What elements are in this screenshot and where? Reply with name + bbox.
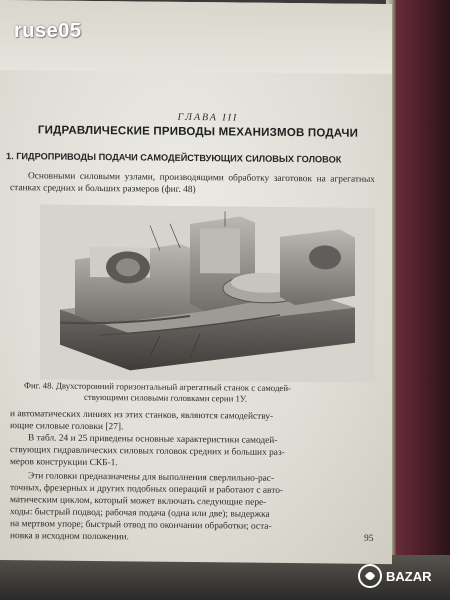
figure-caption xyxy=(24,380,374,406)
site-logo: ruse05 xyxy=(14,20,82,42)
body-line: матическим циклом, который может включать следующие пере- xyxy=(10,495,267,508)
body-line: ходы: быстрый подвод; рабочая подача (одна или две); выдержка xyxy=(10,507,270,520)
chapter-label: ГЛАВА III xyxy=(177,111,239,124)
body-line: ющие силовые головки [27]. xyxy=(10,421,124,433)
caption-line-1: Фиг. 48. Двухсторонний горизонтальный агрегатный станок с самодей- xyxy=(24,380,291,394)
body-line: Эти головки предназначены для выполнения сверлильно-рас- xyxy=(28,471,275,484)
machine-illustration xyxy=(40,204,375,383)
book-cover-edge xyxy=(392,0,450,600)
body-line: меров конструкции СКБ-1. xyxy=(10,457,118,469)
watermark-text: BAZAR xyxy=(386,569,432,584)
body-line: и автоматических линиях из этих станков, являются самодейству- xyxy=(10,409,274,422)
page-number: 95 xyxy=(364,533,374,544)
intro-paragraph: Основными силовыми узлами, производящими обработку заготовок на агрегатных станках средних и больших размеров (фиг. 48) xyxy=(10,171,375,196)
chapter-heading: ГИДРАВЛИЧЕСКИЕ ПРИВОДЫ МЕХАНИЗМОВ ПОДАЧИ xyxy=(37,124,359,140)
section-subheading: 1. ГИДРОПРИВОДЫ ПОДАЧИ САМОДЕЙСТВУЮЩИХ СИЛОВЫХ ГОЛОВОК xyxy=(6,151,342,165)
body-line: на мертвом упоре; быстрый отвод по окончании обработки; оста- xyxy=(10,519,272,532)
caption-line-2: ствующими силовыми головками серии 1У. xyxy=(84,391,247,404)
bazar-watermark-logo xyxy=(356,558,446,594)
body-line: ствующих гидравлических силовых головок средних и больших раз- xyxy=(10,445,285,458)
body-line: В табл. 24 и 25 приведены основные характеристики самодей- xyxy=(28,433,278,446)
body-line: новка в исходном положении. xyxy=(10,531,129,543)
body-line: точных, фрезерных и других подобных операций и работают с авто- xyxy=(10,483,284,496)
